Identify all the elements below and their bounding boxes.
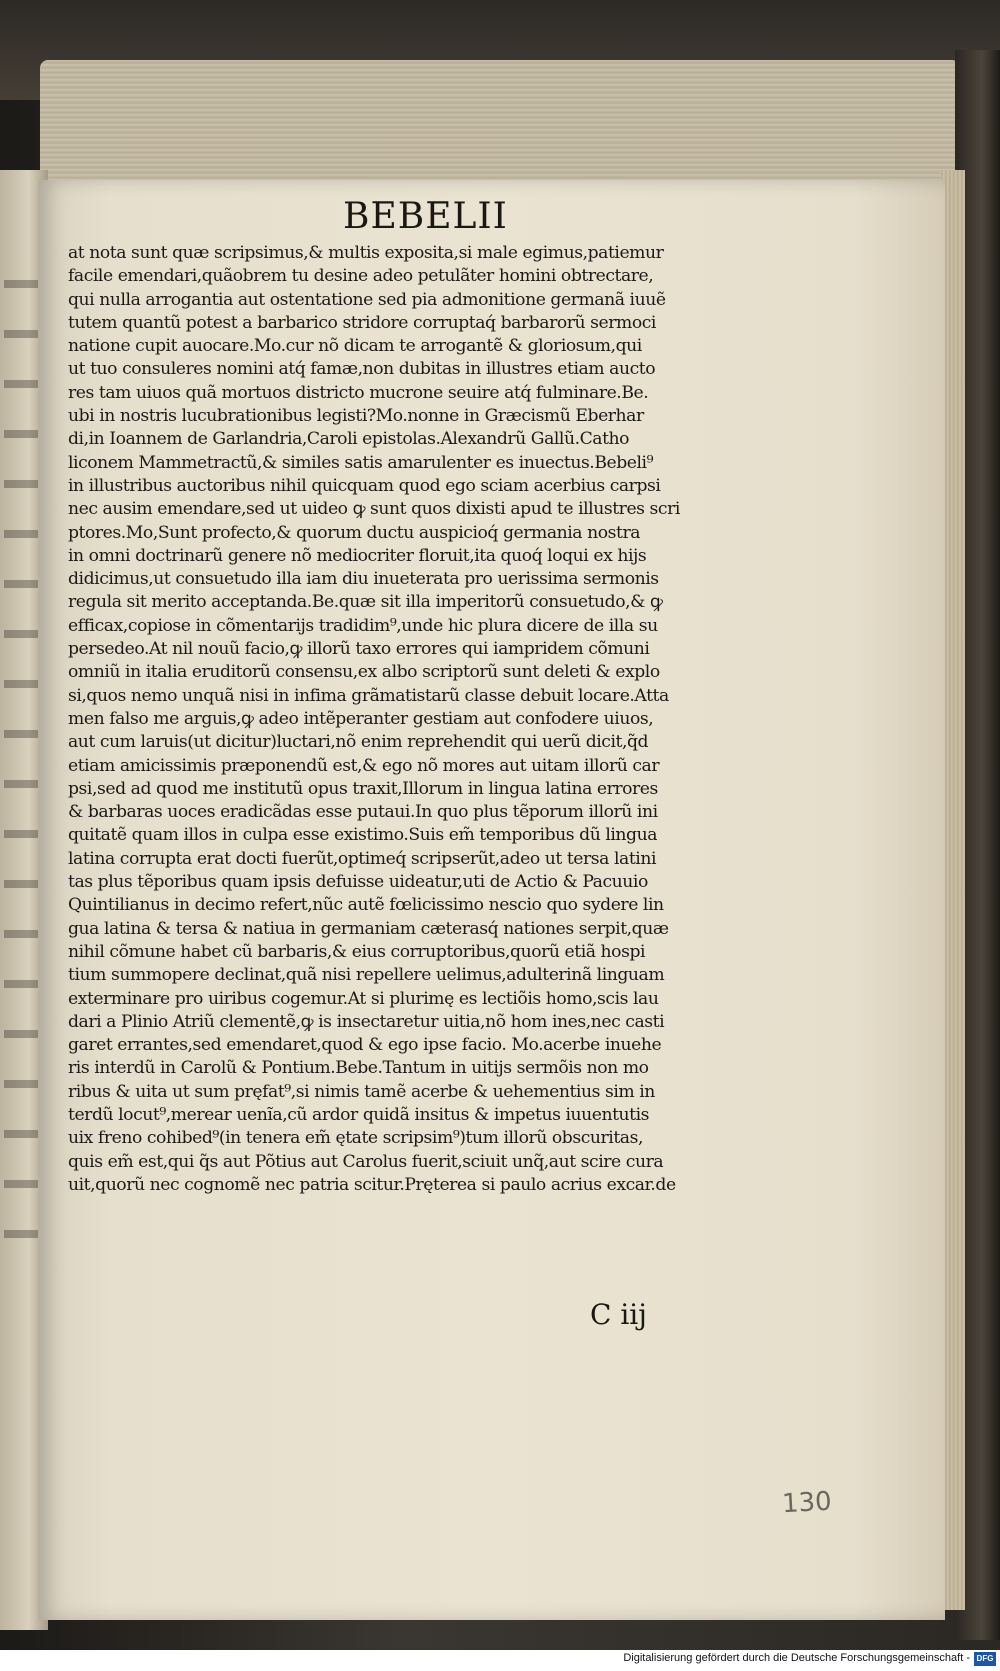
text-line: garet errantes,sed emendaret,quod & ego ipse facio. Mo.acerbe inuehe — [68, 1035, 662, 1056]
text-line: ptores.Mo,Sunt profecto,& quorum ductu auspicioq́ germania nostra — [68, 522, 641, 543]
text-line: liconem Mammetractũ,& similes satis amarulenter es inuectus.Bebeli⁹ — [68, 452, 654, 473]
text-line: si,quos nemo unquã nisi in infima grãmatistarũ classe debuit locare.Atta — [68, 685, 669, 706]
page-stack-top — [40, 60, 960, 190]
text-line: tutem quantũ potest a barbarico stridore corruptaq́ barbarorũ sermoci — [68, 312, 656, 333]
text-line: ubi in nostris lucubrationibus legisti?Mo.nonne in Græcismũ Eberhar — [68, 406, 644, 427]
text-line: di,in Ioannem de Garlandria,Caroli epistolas.Alexandrũ Gallũ.Catho — [68, 429, 630, 450]
text-line: quis em̃ est,qui q̃s aut Põtius aut Carolus fuerit,sciuit unq̃,aut scire cura — [68, 1151, 664, 1172]
text-line: persedeo.At nil nouũ facio,ꝙ illorũ taxo errores qui iampridem cõmuni — [68, 639, 650, 660]
text-line: tas plus tẽporibus quam ipsis defuisse uideatur,uti de Actio & Pacuuio — [68, 872, 648, 893]
text-line: quitatẽ quam illos in culpa esse existimo.Suis em̃ temporibus dũ lingua — [68, 825, 658, 846]
digitization-credit: Digitalisierung gefördert durch die Deutsche Forschungsgemeinschaft - — [623, 1652, 970, 1664]
text-line: & barbaras uoces eradicãdas esse putaui.In quo plus tẽporum illorũ ini — [68, 802, 658, 823]
text-line: psi,sed ad quod me institutũ opus traxit,Illorum in lingua latina errores — [68, 778, 658, 799]
text-line: ris interdũ in Carolũ & Pontium.Bebe.Tantum in uitijs sermõis non mo — [68, 1058, 649, 1079]
dfg-logo: DFG — [974, 1652, 996, 1666]
text-line: aut cum laruis(ut dicitur)luctari,nõ enim reprehendit qui uerũ dicit,q̃d — [68, 732, 649, 753]
body-text — [68, 242, 768, 1197]
text-line: Quintilianus in decimo refert,nũc autẽ fœlicissimo nescio quo sydere lin — [68, 895, 664, 916]
text-line: tium summopere declinat,quã nisi repellere uelimus,adulterinã linguam — [68, 965, 665, 986]
text-line: ut tuo consuleres nomini atq́ famæ,non dubitas in illustres etiam aucto — [68, 359, 656, 380]
signature-mark: C iij — [590, 1298, 647, 1331]
text-line: efficax,copiose in cõmentarijs tradidim⁹,unde hic plura dicere de illa su — [68, 615, 658, 636]
text-line: in omni doctrinarũ genere nõ mediocriter floruit,ita quoq́ loqui ex hijs — [68, 545, 647, 566]
text-line: qui nulla arrogantia aut ostentatione sed pia admonitione germanã iuuẽ — [68, 289, 666, 310]
text-line: in illustribus auctoribus nihil quicquam quod ego sciam acerbius carpsi — [68, 475, 661, 496]
text-line: latina corrupta erat docti fuerũt,optimeq́ scripserũt,adeo ut tersa latini — [68, 848, 656, 869]
text-line: dari a Plinio Atriũ clementẽ,ꝙ is insectaretur uitia,nõ hom ines,nec casti — [68, 1011, 665, 1032]
handwritten-folio-number: 130 — [781, 1486, 833, 1520]
running-head: BEBELII — [343, 196, 508, 237]
text-line: men falso me arguis,ꝙ adeo intẽperanter gestiam aut confodere uiuos, — [68, 708, 654, 729]
text-line: exterminare pro uiribus cogemur.At si plurimę es lectiõis homo,scis lau — [68, 988, 659, 1009]
text-line: omniũ in italia eruditorũ consensu,ex albo scriptorũ sunt deleti & explo — [68, 662, 660, 683]
text-line: natione cupit auocare.Mo.cur nõ dicam te arrogantẽ & gloriosum,qui — [68, 336, 642, 357]
text-line: uit,quorũ nec cognomẽ nec patria scitur.Pręterea si paulo acrius excar.de — [68, 1174, 676, 1195]
text-line: nihil cõmune habet cũ barbaris,& eius corruptoribus,quorũ etiã hospi — [68, 941, 646, 962]
text-line: regula sit merito acceptanda.Be.quæ sit illa imperitorũ consuetudo,& ꝙ — [68, 592, 663, 613]
text-line: at nota sunt quæ scripsimus,& multis exposita,si male egimus,patiemur — [68, 243, 664, 263]
text-line: res tam uiuos quã mortuos districto mucrone seuire atq́ fulminare.Be. — [68, 382, 649, 403]
text-line: ribus & uita ut sum pręfat⁹,si nimis tamẽ acerbe & uehementius sim in — [68, 1081, 655, 1102]
text-line: didicimus,ut consuetudo illa iam diu inueterata pro uerissima sermonis — [68, 569, 659, 590]
text-line: nec ausim emendare,sed ut uideo ꝙ sunt quos dixisti apud te illustres scri — [68, 499, 680, 520]
text-line: etiam amicissimis præponendũ est,& ego nõ mores aut uitam illorũ car — [68, 755, 660, 776]
text-line: uix freno cohibed⁹(in tenera em̃ ętate scripsim⁹)tum illorũ obscuritas, — [68, 1128, 643, 1149]
text-line: terdũ locut⁹,merear uenĩa,cũ ardor quidã insitus & impetus iuuentutis — [68, 1104, 650, 1125]
text-line: gua latina & tersa & natiua in germaniam cæterasq́ nationes serpit,quæ — [68, 918, 669, 939]
text-line: facile emendari,quãobrem tu desine adeo petulãter homini obtrectare, — [68, 266, 654, 287]
